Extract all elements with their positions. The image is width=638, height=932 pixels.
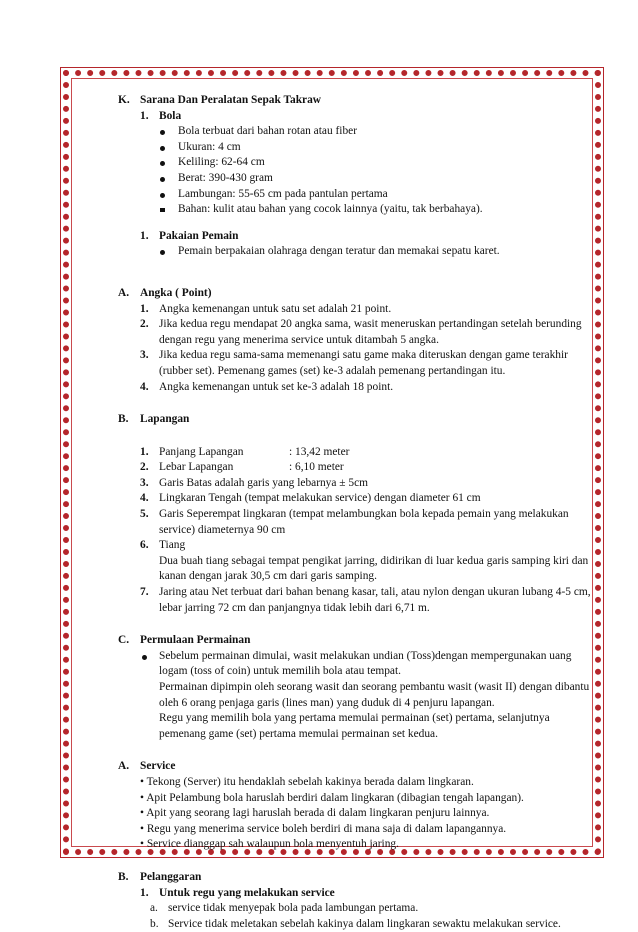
list-item bbox=[118, 649, 593, 680]
measure-label: Panjang Lapangan bbox=[159, 445, 244, 458]
list-item-text: Tiang bbox=[159, 539, 186, 552]
section-letter: C. bbox=[118, 634, 130, 647]
section-heading-lapangan bbox=[118, 412, 593, 428]
subheading-bola bbox=[118, 109, 593, 125]
list-item-text: Lambungan: 55-65 cm pada pantulan pertama bbox=[178, 187, 388, 200]
item-number: 1. bbox=[140, 302, 149, 315]
item-letter: b. bbox=[150, 917, 159, 930]
list-item bbox=[118, 901, 593, 917]
list-item: • Tekong (Server) itu hendaklah sebelah kakinya berada dalam lingkaran. bbox=[140, 775, 474, 788]
item-number: 1. bbox=[140, 886, 149, 899]
paragraph: Regu yang memilih bola yang pertama memulai permainan (set) pertama, selanjutnya pemenang game (set) pertama memulai permainan set kedua. bbox=[159, 712, 550, 740]
section-title: Service bbox=[140, 760, 176, 773]
list-item bbox=[118, 380, 593, 396]
list-item-subtext: Dua buah tiang sebagai tempat pengikat jarring, didirikan di luar kedua garis samping kiri dan kanan dengan jarak 30,5 cm dari garis samping. bbox=[159, 554, 589, 583]
list-item-text: Sebelum permainan dimulai, wasit melakukan undian (Toss)dengan mempergunakan uang logam (toss of coin) untuk memilih bola atau tempat. bbox=[159, 649, 572, 678]
section-letter: B. bbox=[118, 870, 129, 883]
bullet-icon bbox=[142, 655, 147, 660]
list-item bbox=[118, 491, 593, 507]
list-item bbox=[118, 187, 593, 203]
section-title: Lapangan bbox=[140, 413, 190, 426]
list-item-text: Pemain berpakaian olahraga dengan teratur dan memakai sepatu karet. bbox=[178, 245, 500, 258]
list-item-text: Ukuran: 4 cm bbox=[178, 140, 241, 153]
list-item: • Regu yang menerima service boleh berdiri di mana saja di dalam lapangannya. bbox=[140, 822, 507, 835]
item-number: 7. bbox=[140, 586, 149, 599]
section-heading-angka bbox=[118, 286, 593, 302]
item-number: 4. bbox=[140, 492, 149, 505]
list-item bbox=[118, 302, 593, 318]
item-number: 5. bbox=[140, 508, 149, 521]
list-item-text: Service tidak meletakan sebelah kakinya dalam lingkaran sewaktu melakukan service. bbox=[168, 917, 561, 930]
list-item: • Apit yang seorang lagi haruslah berada di dalam lingkaran penjuru lainnya. bbox=[140, 807, 490, 820]
section-letter: A. bbox=[118, 286, 130, 299]
list-item bbox=[118, 348, 593, 379]
item-number: 3. bbox=[140, 349, 149, 362]
section-title: Permulaan Permainan bbox=[140, 634, 251, 647]
section-heading-permulaan bbox=[118, 633, 593, 649]
list-item-text: Berat: 390-430 gram bbox=[178, 171, 273, 184]
list-item bbox=[118, 445, 593, 461]
list-item-text: Garis Batas adalah garis yang lebarnya ± 5cm bbox=[159, 476, 368, 489]
list-item-text: Bola terbuat dari bahan rotan atau fiber bbox=[178, 125, 358, 138]
list-item bbox=[118, 124, 593, 140]
list-item-text: Lingkaran Tengah (tempat melakukan service) dengan diameter 61 cm bbox=[159, 492, 481, 505]
list-item-text: Garis Seperempat lingkaran (tempat melambungkan bola kepada pemain yang melakukan service) diameternya 90 cm bbox=[159, 508, 569, 536]
subheading-title: Pakaian Pemain bbox=[159, 229, 239, 242]
bullet-icon bbox=[160, 161, 165, 166]
section-heading-sarana bbox=[118, 93, 593, 109]
list-item: • Apit Pelambung bola haruslah berdiri dalam lingkaran (dibagian tengah lapangan). bbox=[140, 791, 524, 804]
measure-label: Lebar Lapangan bbox=[159, 461, 234, 474]
list-item-text: Jika kedua regu sama-sama memenangi satu game maka diteruskan dengan game terakhir (rubber set). Pemenang games (set) ke-3 adalah pemenang pertandingan itu. bbox=[159, 349, 568, 377]
bullet-icon bbox=[160, 177, 165, 182]
section-heading-pelanggaran bbox=[118, 870, 593, 886]
list-item-text: service tidak menyepak bola pada lambungan pertama. bbox=[168, 902, 419, 915]
list-item-text: Angka kemenangan untuk satu set adalah 21 point. bbox=[159, 302, 392, 315]
list-item-text: Angka kemenangan untuk set ke-3 adalah 18 point. bbox=[159, 380, 394, 393]
section-title: Angka ( Point) bbox=[140, 286, 212, 299]
section-title: Sarana Dan Peralatan Sepak Takraw bbox=[140, 94, 322, 106]
measure-value: : 6,10 meter bbox=[289, 461, 344, 474]
measure-value: : 13,42 meter bbox=[289, 445, 350, 458]
section-letter: K. bbox=[118, 94, 130, 106]
list-item: • Service dianggap sah walaupun bola menyentuh jaring. bbox=[140, 838, 399, 851]
item-number: 6. bbox=[140, 539, 149, 552]
list-item bbox=[118, 917, 593, 932]
list-item bbox=[118, 476, 593, 492]
document-body bbox=[118, 93, 593, 932]
list-item bbox=[118, 538, 593, 585]
list-item bbox=[118, 244, 593, 260]
section-letter: B. bbox=[118, 413, 129, 426]
subheading-title: Bola bbox=[159, 109, 182, 122]
item-number: 1. bbox=[140, 229, 149, 242]
item-number: 3. bbox=[140, 476, 149, 489]
section-heading-service bbox=[118, 759, 593, 775]
item-number: 2. bbox=[140, 318, 149, 331]
item-number: 1. bbox=[140, 109, 149, 122]
item-number: 1. bbox=[140, 445, 149, 458]
list-item-text: Jaring atau Net terbuat dari bahan benang kasar, tali, atau nylon dengan ukuran lubang 4-5 cm, lebar jarring 72 cm dan panjangnya tidak lebih dari 6,71 m. bbox=[159, 586, 591, 614]
subheading-pakaian bbox=[118, 229, 593, 245]
item-number: 4. bbox=[140, 380, 149, 393]
list-item-text: Bahan: kulit atau bahan yang cocok lainnya (yaitu, tak berbahaya). bbox=[178, 203, 483, 216]
bullet-icon bbox=[160, 130, 165, 135]
square-bullet-icon bbox=[160, 208, 165, 212]
list-item-text: Keliling: 62-64 cm bbox=[178, 156, 265, 169]
list-item-text: Jika kedua regu mendapat 20 angka sama, wasit meneruskan pertandingan setelah berunding dengan regu yang menerima service untuk ditambah 5 angka. bbox=[159, 318, 582, 346]
bullet-icon bbox=[160, 193, 165, 198]
list-item bbox=[118, 140, 593, 156]
list-item bbox=[118, 460, 593, 476]
item-letter: a. bbox=[150, 902, 158, 915]
list-item bbox=[118, 171, 593, 187]
section-letter: A. bbox=[118, 760, 130, 773]
subheading-untuk-regu bbox=[118, 886, 593, 902]
list-item bbox=[118, 585, 593, 616]
item-number: 2. bbox=[140, 461, 149, 474]
paragraph: Permainan dipimpin oleh seorang wasit dan seorang pembantu wasit (wasit II) dengan dibantu oleh 6 orang penjaga garis (lines man) yang duduk di 4 penjuru lapangan. bbox=[159, 681, 590, 709]
list-item bbox=[118, 155, 593, 171]
list-item bbox=[118, 202, 593, 218]
section-title: Pelanggaran bbox=[140, 870, 202, 883]
bullet-icon bbox=[160, 250, 165, 255]
list-item bbox=[118, 507, 593, 538]
bullet-icon bbox=[160, 146, 165, 151]
subheading-title: Untuk regu yang melakukan service bbox=[159, 886, 335, 899]
list-item bbox=[118, 317, 593, 348]
